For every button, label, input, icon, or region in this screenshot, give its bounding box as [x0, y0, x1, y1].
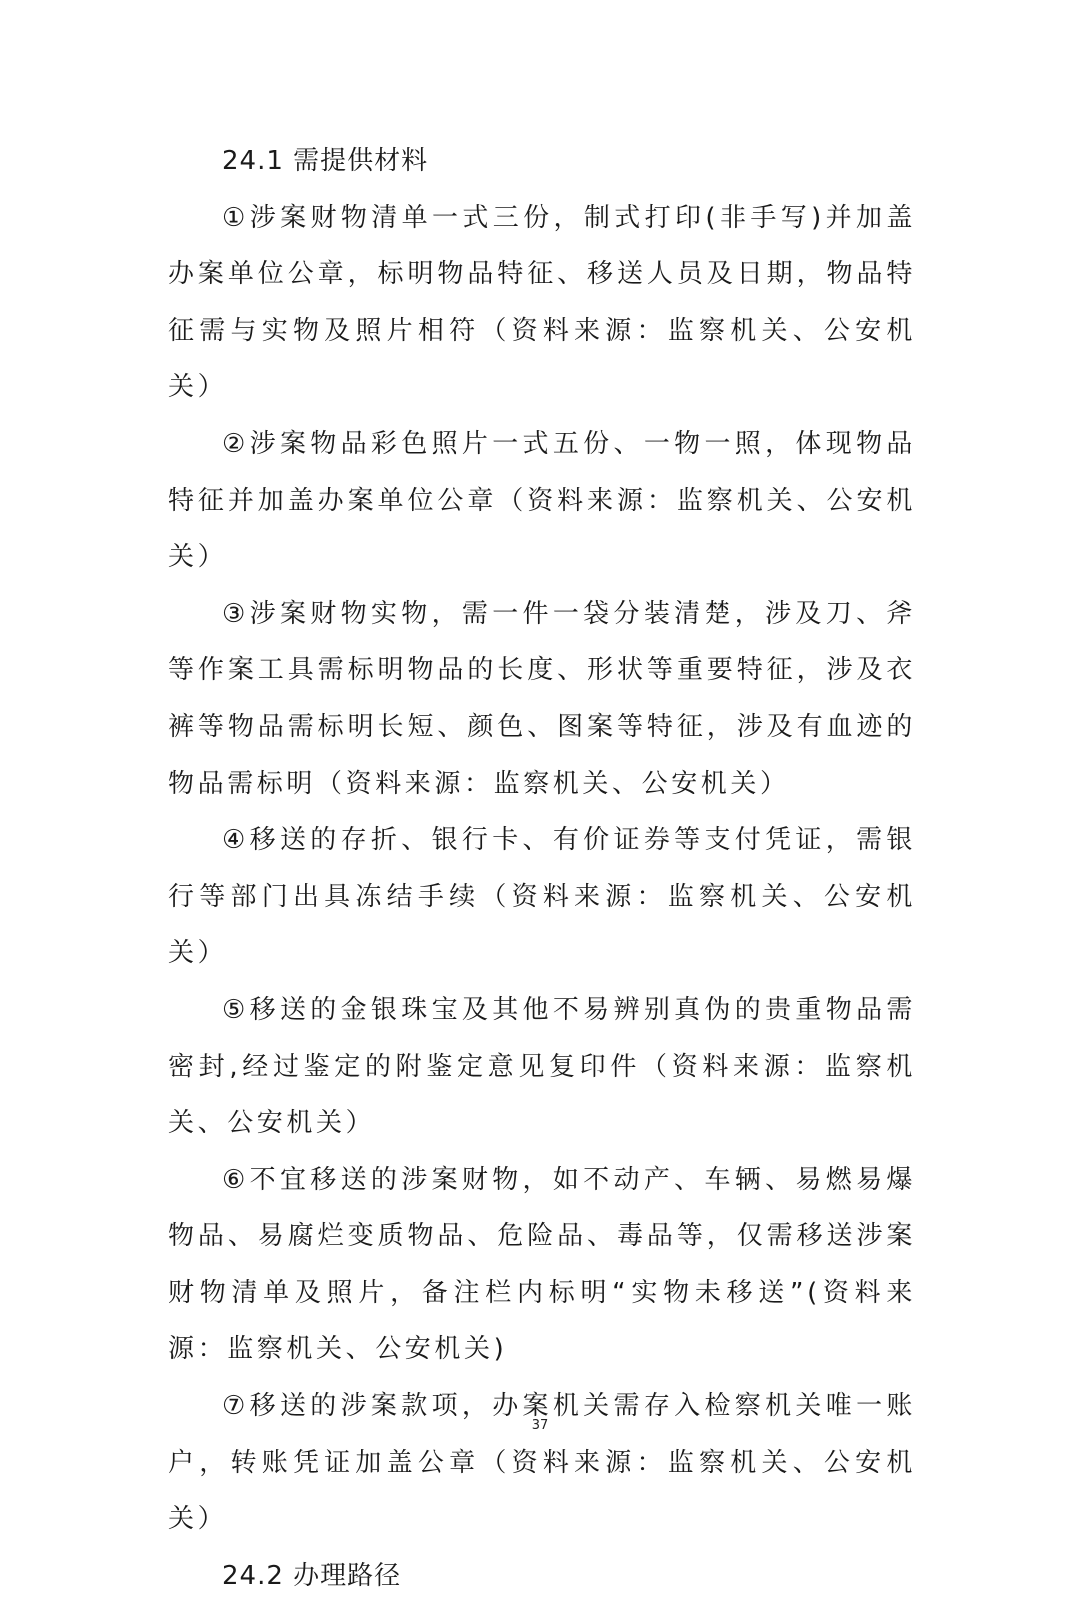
list-item-7: ⑦移送的涉案款项，办案机关需存入检察机关唯一账户，转账凭证加盖公章（资料来源：监察机关、公安机关） [168, 1391, 916, 1535]
section-heading-procedure: 24.2 办理路径 [222, 1560, 402, 1591]
page-number: 37 [531, 1418, 549, 1433]
list-item-1: ①涉案财物清单一式三份，制式打印(非手写)并加盖办案单位公章，标明物品特征、移送人员及日期，物品特征需与实物及照片相符（资料来源：监察机关、公安机关） [168, 202, 916, 403]
list-item-4: ④移送的存折、银行卡、有价证券等支付凭证，需银行等部门出具冻结手续（资料来源：监察机关、公安机关） [168, 825, 916, 969]
document-body [168, 133, 916, 1604]
list-item-6: ⑥不宜移送的涉案财物，如不动产、车辆、易燃易爆物品、易腐烂变质物品、危险品、毒品等，仅需移送涉案财物清单及照片，备注栏内标明“实物未移送”(资料来源：监察机关、公安机关) [168, 1164, 916, 1365]
list-item-5: ⑤移送的金银珠宝及其他不易辨别真伪的贵重物品需密封,经过鉴定的附鉴定意见复印件（资料来源：监察机关、公安机关） [168, 994, 916, 1139]
list-item-2: ②涉案物品彩色照片一式五份、一物一照，体现物品特征并加盖办案单位公章（资料来源：监察机关、公安机关） [168, 428, 916, 573]
list-item-3: ③涉案财物实物，需一件一袋分装清楚，涉及刀、斧等作案工具需标明物品的长度、形状等重要特征，涉及衣裤等物品需标明长短、颜色、图案等特征，涉及有血迹的物品需标明（资料来源：监察机关、公安机关） [168, 598, 916, 799]
section-heading-materials: 24.1 需提供材料 [222, 146, 429, 176]
